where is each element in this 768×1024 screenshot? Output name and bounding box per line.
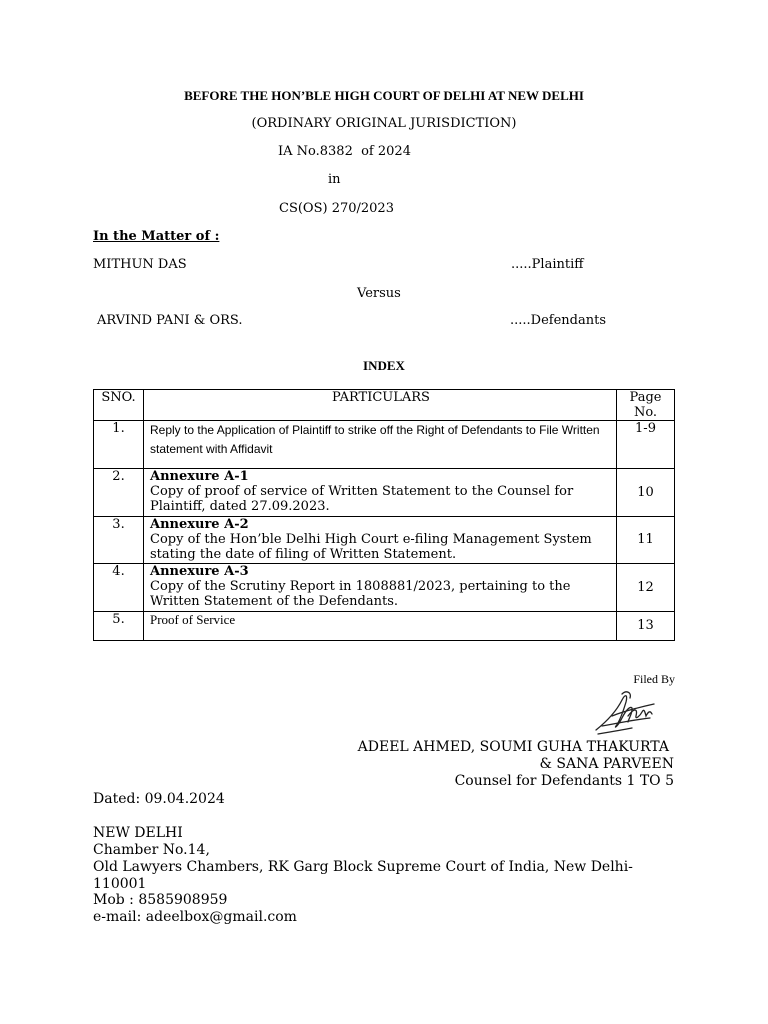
address-line: Old Lawyers Chambers, RK Garg Block Supreme Court of India, New Delhi-	[93, 859, 633, 875]
row-page: 12	[617, 564, 675, 612]
annexure-description: Copy of the Scrutiny Report in 1808881/2023, pertaining to the Written Statement of the Defendants.	[150, 579, 571, 609]
plaintiff-role: .....Plaintiff	[511, 257, 584, 272]
annexure-title: Annexure A-1	[150, 469, 249, 484]
annexure-description: Copy of proof of service of Written Statement to the Counsel for Plaintiff, dated 27.09.2023.	[150, 484, 574, 514]
in-label: in	[328, 172, 341, 187]
row-page: 1-9	[617, 421, 675, 469]
plaintiff-name: MITHUN DAS	[93, 257, 187, 272]
index-table	[93, 389, 675, 641]
defendant-name: ARVIND PANI & ORS.	[97, 313, 243, 328]
row-sno: 2.	[94, 469, 144, 517]
versus-label: Versus	[357, 286, 401, 301]
row-particulars	[144, 469, 617, 517]
email-address: e-mail: adeelbox@gmail.com	[93, 909, 297, 925]
row-page: 10	[617, 469, 675, 517]
defendant-role: .....Defendants	[510, 313, 606, 328]
filed-by-label: Filed By	[633, 672, 675, 686]
jurisdiction: (ORDINARY ORIGINAL JURISDICTION)	[251, 116, 517, 131]
row-particulars: Reply to the Application of Plaintiff to strike off the Right of Defendants to File Written statement with Affidavit	[144, 421, 617, 469]
ia-number: IA No.8382 of 2024	[278, 144, 411, 159]
counsel-names-cont: & SANA PARVEEN	[539, 756, 674, 772]
table-row	[94, 612, 675, 641]
case-number: CS(OS) 270/2023	[279, 201, 394, 216]
row-sno: 1.	[94, 421, 144, 469]
court-title: BEFORE THE HON’BLE HIGH COURT OF DELHI AT NEW DELHI	[184, 88, 584, 103]
address-pincode: 110001	[93, 876, 147, 892]
mobile-number: Mob : 8585908959	[93, 892, 228, 908]
address-city: NEW DELHI	[93, 825, 183, 841]
row-page: 13	[617, 612, 675, 641]
row-particulars: Proof of Service	[144, 612, 617, 641]
row-particulars	[144, 517, 617, 564]
signature-image	[592, 686, 664, 738]
counsel-designation: Counsel for Defendants 1 TO 5	[454, 773, 674, 789]
index-heading: INDEX	[363, 358, 405, 373]
annexure-title: Annexure A-3	[150, 564, 249, 579]
row-particulars	[144, 564, 617, 612]
matter-heading: In the Matter of :	[93, 229, 220, 244]
row-sno: 4.	[94, 564, 144, 612]
annexure-title: Annexure A-2	[150, 517, 249, 532]
dated: Dated: 09.04.2024	[93, 791, 225, 807]
table-row	[94, 517, 675, 564]
row-page: 11	[617, 517, 675, 564]
table-row	[94, 421, 675, 469]
row-sno: 3.	[94, 517, 144, 564]
table-row	[94, 564, 675, 612]
table-row	[94, 469, 675, 517]
table-header-row	[94, 390, 675, 421]
column-header-page: Page No.	[617, 390, 675, 421]
column-header-sno: SNO.	[94, 390, 144, 421]
row-sno: 5.	[94, 612, 144, 641]
annexure-description: Copy of the Hon’ble Delhi High Court e-filing Management System stating the date of filing of Written Statement.	[150, 532, 592, 562]
address-chamber: Chamber No.14,	[93, 842, 210, 858]
column-header-particulars: PARTICULARS	[144, 390, 617, 421]
counsel-names: ADEEL AHMED, SOUMI GUHA THAKURTA	[357, 739, 669, 755]
